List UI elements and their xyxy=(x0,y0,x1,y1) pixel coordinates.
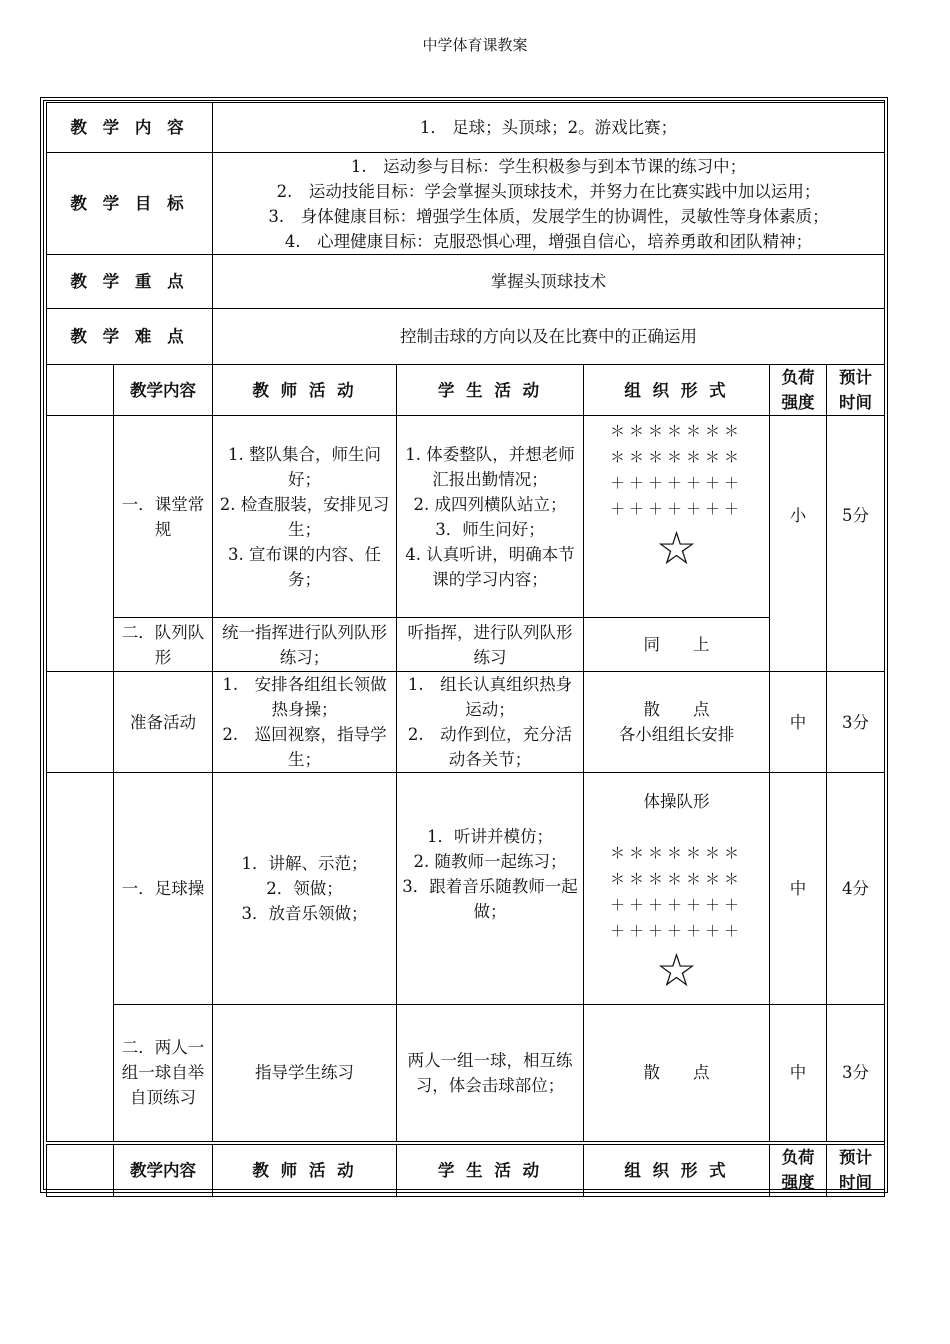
content-value: 1． 足球；头顶球；2。游戏比赛； xyxy=(213,103,885,153)
section-cell xyxy=(47,416,114,672)
row-content: 二．队列队形 xyxy=(114,618,213,672)
row-content: 准备活动 xyxy=(114,672,213,773)
row-student xyxy=(397,672,584,773)
col-time: 预计时间 xyxy=(827,365,885,416)
list-item: 1. 安排各组组长领做热身操； xyxy=(222,675,387,719)
col-student: 学 生 活 动 xyxy=(397,1143,584,1197)
list-item: 3．师生问好； xyxy=(435,519,545,539)
formation-line: ＊＊＊＊＊＊＊ xyxy=(610,422,744,440)
list-item: 1. 组长认真组织热身运动； xyxy=(407,675,573,719)
col-time: 预计时间 xyxy=(827,1143,885,1197)
row-time: 5分 xyxy=(827,416,885,672)
row-formation xyxy=(584,773,770,1005)
formation-line: ＊＊＊＊＊＊＊ xyxy=(610,870,744,888)
key-row xyxy=(47,255,885,309)
row-organization: 同 上 xyxy=(584,618,770,672)
content-label: 教 学 内 容 xyxy=(47,103,213,153)
row-load: 小 xyxy=(770,416,827,672)
col-load: 负荷强度 xyxy=(770,365,827,416)
difficulty-label: 教 学 难 点 xyxy=(47,309,213,365)
content-row xyxy=(47,103,885,153)
row-content: 一．足球操 xyxy=(114,773,213,1005)
list-item: 1. 整队集合，师生问好； xyxy=(228,444,382,489)
row-load: 中 xyxy=(770,672,827,773)
col-organization: 组 织 形 式 xyxy=(584,365,770,416)
col-content: 教学内容 xyxy=(114,365,213,416)
list-item: 3．跟着音乐随教师一起做； xyxy=(402,876,578,921)
goal-item: 1. 运动参与目标：学生积极参与到本节课的练习中； xyxy=(350,156,747,176)
formation-line: ＋＋＋＋＋＋＋ xyxy=(610,500,744,518)
list-item: 3. 宣布课的内容、任务； xyxy=(228,544,382,589)
row-load: 中 xyxy=(770,773,827,1005)
table-row xyxy=(47,672,885,773)
row-content: 二．两人一组一球自举自顶练习 xyxy=(114,1005,213,1143)
list-item: 各小组组长安排 xyxy=(618,725,735,744)
list-item: 1. 体委整队，并想老师汇报出勤情况； xyxy=(405,444,575,489)
list-item: 4. 认真听讲，明确本节课的学习内容； xyxy=(405,544,575,589)
row-organization xyxy=(584,672,770,773)
list-item: 2. 动作到位，充分活动各关节； xyxy=(407,725,573,769)
row-student: 听指挥，进行队列队形练习 xyxy=(397,618,584,672)
table-row xyxy=(47,416,885,618)
goal-item: 4. 心理健康目标：克服恐惧心理，增强自信心，培养勇敢和团队精神； xyxy=(284,231,813,251)
row-teacher xyxy=(213,672,397,773)
goals-row xyxy=(47,153,885,255)
key-label: 教 学 重 点 xyxy=(47,255,213,309)
formation-line: ＋＋＋＋＋＋＋ xyxy=(610,896,744,914)
teacher-star-icon: ☆ xyxy=(655,943,698,997)
table-row xyxy=(47,1005,885,1143)
list-item: 2. 成四列横队站立； xyxy=(413,494,567,514)
goals-list xyxy=(213,153,885,255)
list-item: 2. 检查服装，安排见习生； xyxy=(219,494,390,539)
table-row xyxy=(47,618,885,672)
key-value: 掌握头顶球技术 xyxy=(213,255,885,309)
difficulty-row xyxy=(47,309,885,365)
col-content: 教学内容 xyxy=(114,1143,213,1197)
formation-title: 体操队形 xyxy=(643,792,710,811)
col-organization: 组 织 形 式 xyxy=(584,1143,770,1197)
row-time: 3分 xyxy=(827,672,885,773)
row-time: 3分 xyxy=(827,1005,885,1143)
formation-line: ＊＊＊＊＊＊＊ xyxy=(610,844,744,862)
table-row xyxy=(47,773,885,1005)
column-header-row xyxy=(47,1143,885,1197)
list-item: 3．放音乐领做； xyxy=(241,904,368,923)
column-header-row xyxy=(47,365,885,416)
col-student: 学 生 活 动 xyxy=(397,365,584,416)
list-item: 散 点 xyxy=(643,700,710,719)
row-organization: 散 点 xyxy=(584,1005,770,1143)
section-cell xyxy=(47,773,114,1143)
list-item: 1．听讲并模仿； xyxy=(427,826,554,846)
col-teacher: 教 师 活 动 xyxy=(213,1143,397,1197)
row-student xyxy=(397,773,584,1005)
page-header: 中学体育课教案 xyxy=(422,36,528,54)
row-content: 一．课堂常规 xyxy=(114,416,213,618)
row-student: 两人一组一球，相互练习，体会击球部位； xyxy=(397,1005,584,1143)
goal-item: 3. 身体健康目标：增强学生体质，发展学生的协调性，灵敏性等身体素质； xyxy=(268,206,829,226)
lesson-plan-table xyxy=(46,102,885,1197)
row-student xyxy=(397,416,584,618)
teacher-star-icon: ☆ xyxy=(655,521,698,575)
section-cell xyxy=(47,672,114,773)
row-time: 4分 xyxy=(827,773,885,1005)
col-load: 负荷强度 xyxy=(770,1143,827,1197)
blank-cell xyxy=(47,1143,114,1197)
formation-line: ＊＊＊＊＊＊＊ xyxy=(610,448,744,466)
blank-cell xyxy=(47,365,114,416)
formation-line: ＋＋＋＋＋＋＋ xyxy=(610,922,744,940)
list-item: 2. 巡回视察，指导学生； xyxy=(222,725,387,769)
row-teacher: 指导学生练习 xyxy=(213,1005,397,1143)
list-item: 2. 随教师一起练习； xyxy=(413,851,567,871)
list-item: 1．讲解、示范； xyxy=(241,854,368,873)
goal-item: 2. 运动技能目标：学会掌握头顶球技术，并努力在比赛实践中加以运用； xyxy=(276,181,821,201)
row-teacher xyxy=(213,416,397,618)
col-teacher: 教 师 活 动 xyxy=(213,365,397,416)
difficulty-value: 控制击球的方向以及在比赛中的正确运用 xyxy=(213,309,885,365)
row-load: 中 xyxy=(770,1005,827,1143)
formation-line: ＋＋＋＋＋＋＋ xyxy=(610,474,744,492)
row-formation xyxy=(584,416,770,618)
row-teacher: 统一指挥进行队列队形练习； xyxy=(213,618,397,672)
list-item: 2．领做； xyxy=(266,879,343,898)
goals-label: 教 学 目 标 xyxy=(47,153,213,255)
row-teacher xyxy=(213,773,397,1005)
